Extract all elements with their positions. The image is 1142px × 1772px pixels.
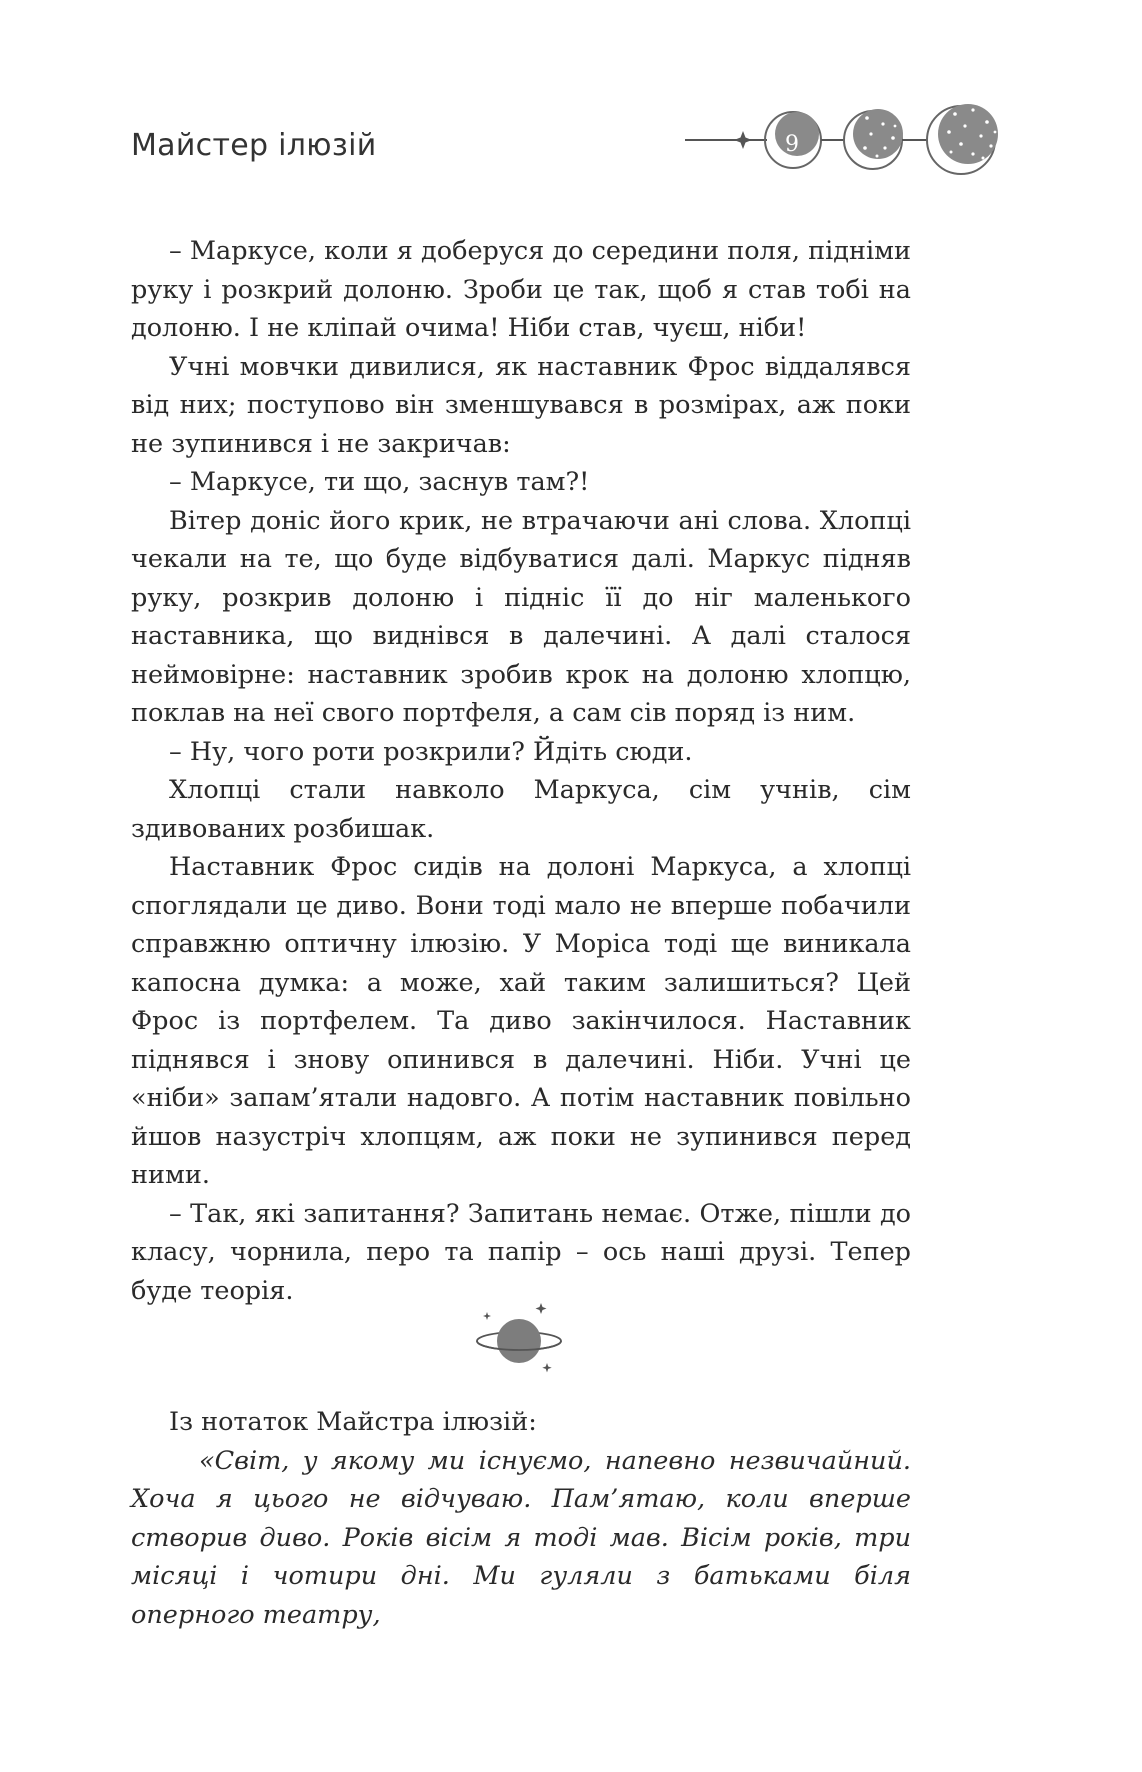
notes-label: Із нотаток Майстра ілюзій: [169, 1407, 537, 1437]
moon-half-icon [844, 109, 903, 169]
moon-phases-ornament-icon [685, 96, 1015, 196]
moon-full-icon [927, 104, 998, 174]
page-number: 9 [785, 132, 799, 157]
paragraph: – Маркусе, ти що, заснув там?! [169, 467, 590, 497]
paragraph: – Так, які запитання? Запитань немає. Отже, пішли до класу, чорнила, перо та папір – ось наші друзі. Тепер буде теорія. [131, 1198, 911, 1306]
paragraph: Вітер доніс його крик, не втрачаючи ані слова. Хлопці чекали на те, що буде відбуватися далі. Маркус підняв руку, розкрив долоню і підніс її до ніг маленького наставника, що виднівся в далечині. А далі сталося неймовірне: наставник зробив крок на долоню хлопцю, поклав на неї свого портфеля, а сам сів поряд із ним. [131, 505, 911, 728]
paragraph: – Маркусе, коли я доберуся до середини поля, підніми руку і розкрий долоню. Зроби це так, щоб я став тобі на долоню. І не кліпай очима! Ніби став, чуєш, ніби! [131, 236, 911, 343]
masters-notes-section [131, 1403, 911, 1634]
planet-divider-icon [473, 1297, 565, 1379]
paragraph: Хлопці стали навколо Маркуса, сім учнів, сім здивованих розбишак. [131, 775, 911, 844]
chapter-body-text [131, 232, 911, 1310]
paragraph: Наставник Фрос сидів на долоні Маркуса, а хлопці споглядали це диво. Вони тоді мало не вперше побачили справжню оптичну ілюзію. У Моріса тоді ще виникала капосна думка: а може, хай таким залишиться? Цей Фрос із портфелем. Та диво закінчилося. Наставник піднявся і знову опинився в далечині. Ніби. Учні це «ніби» запам’ятали надовго. А потім наставник повільно йшов назустріч хлопцям, аж поки не зупинився перед ними. [131, 852, 911, 1190]
running-header-title: Майстер ілюзій [131, 128, 377, 163]
star-icon [734, 131, 752, 149]
paragraph: Учні мовчки дивилися, як наставник Фрос віддалявся від них; поступово він зменшувався в розмірах, аж поки не зупинився і не закричав: [131, 351, 911, 459]
paragraph: – Ну, чого роти розкрили? Йдіть сюди. [169, 736, 693, 767]
notes-quote: «Світ, у якому ми існуємо, напевно незвичайний. Хоча я цього не відчуваю. Пам’ятаю, коли вперше створив диво. Років вісім я тоді мав. Вісім років, три місяці і чотири дні. Ми гуляли з батьками біля оперного театру, [131, 1445, 911, 1630]
